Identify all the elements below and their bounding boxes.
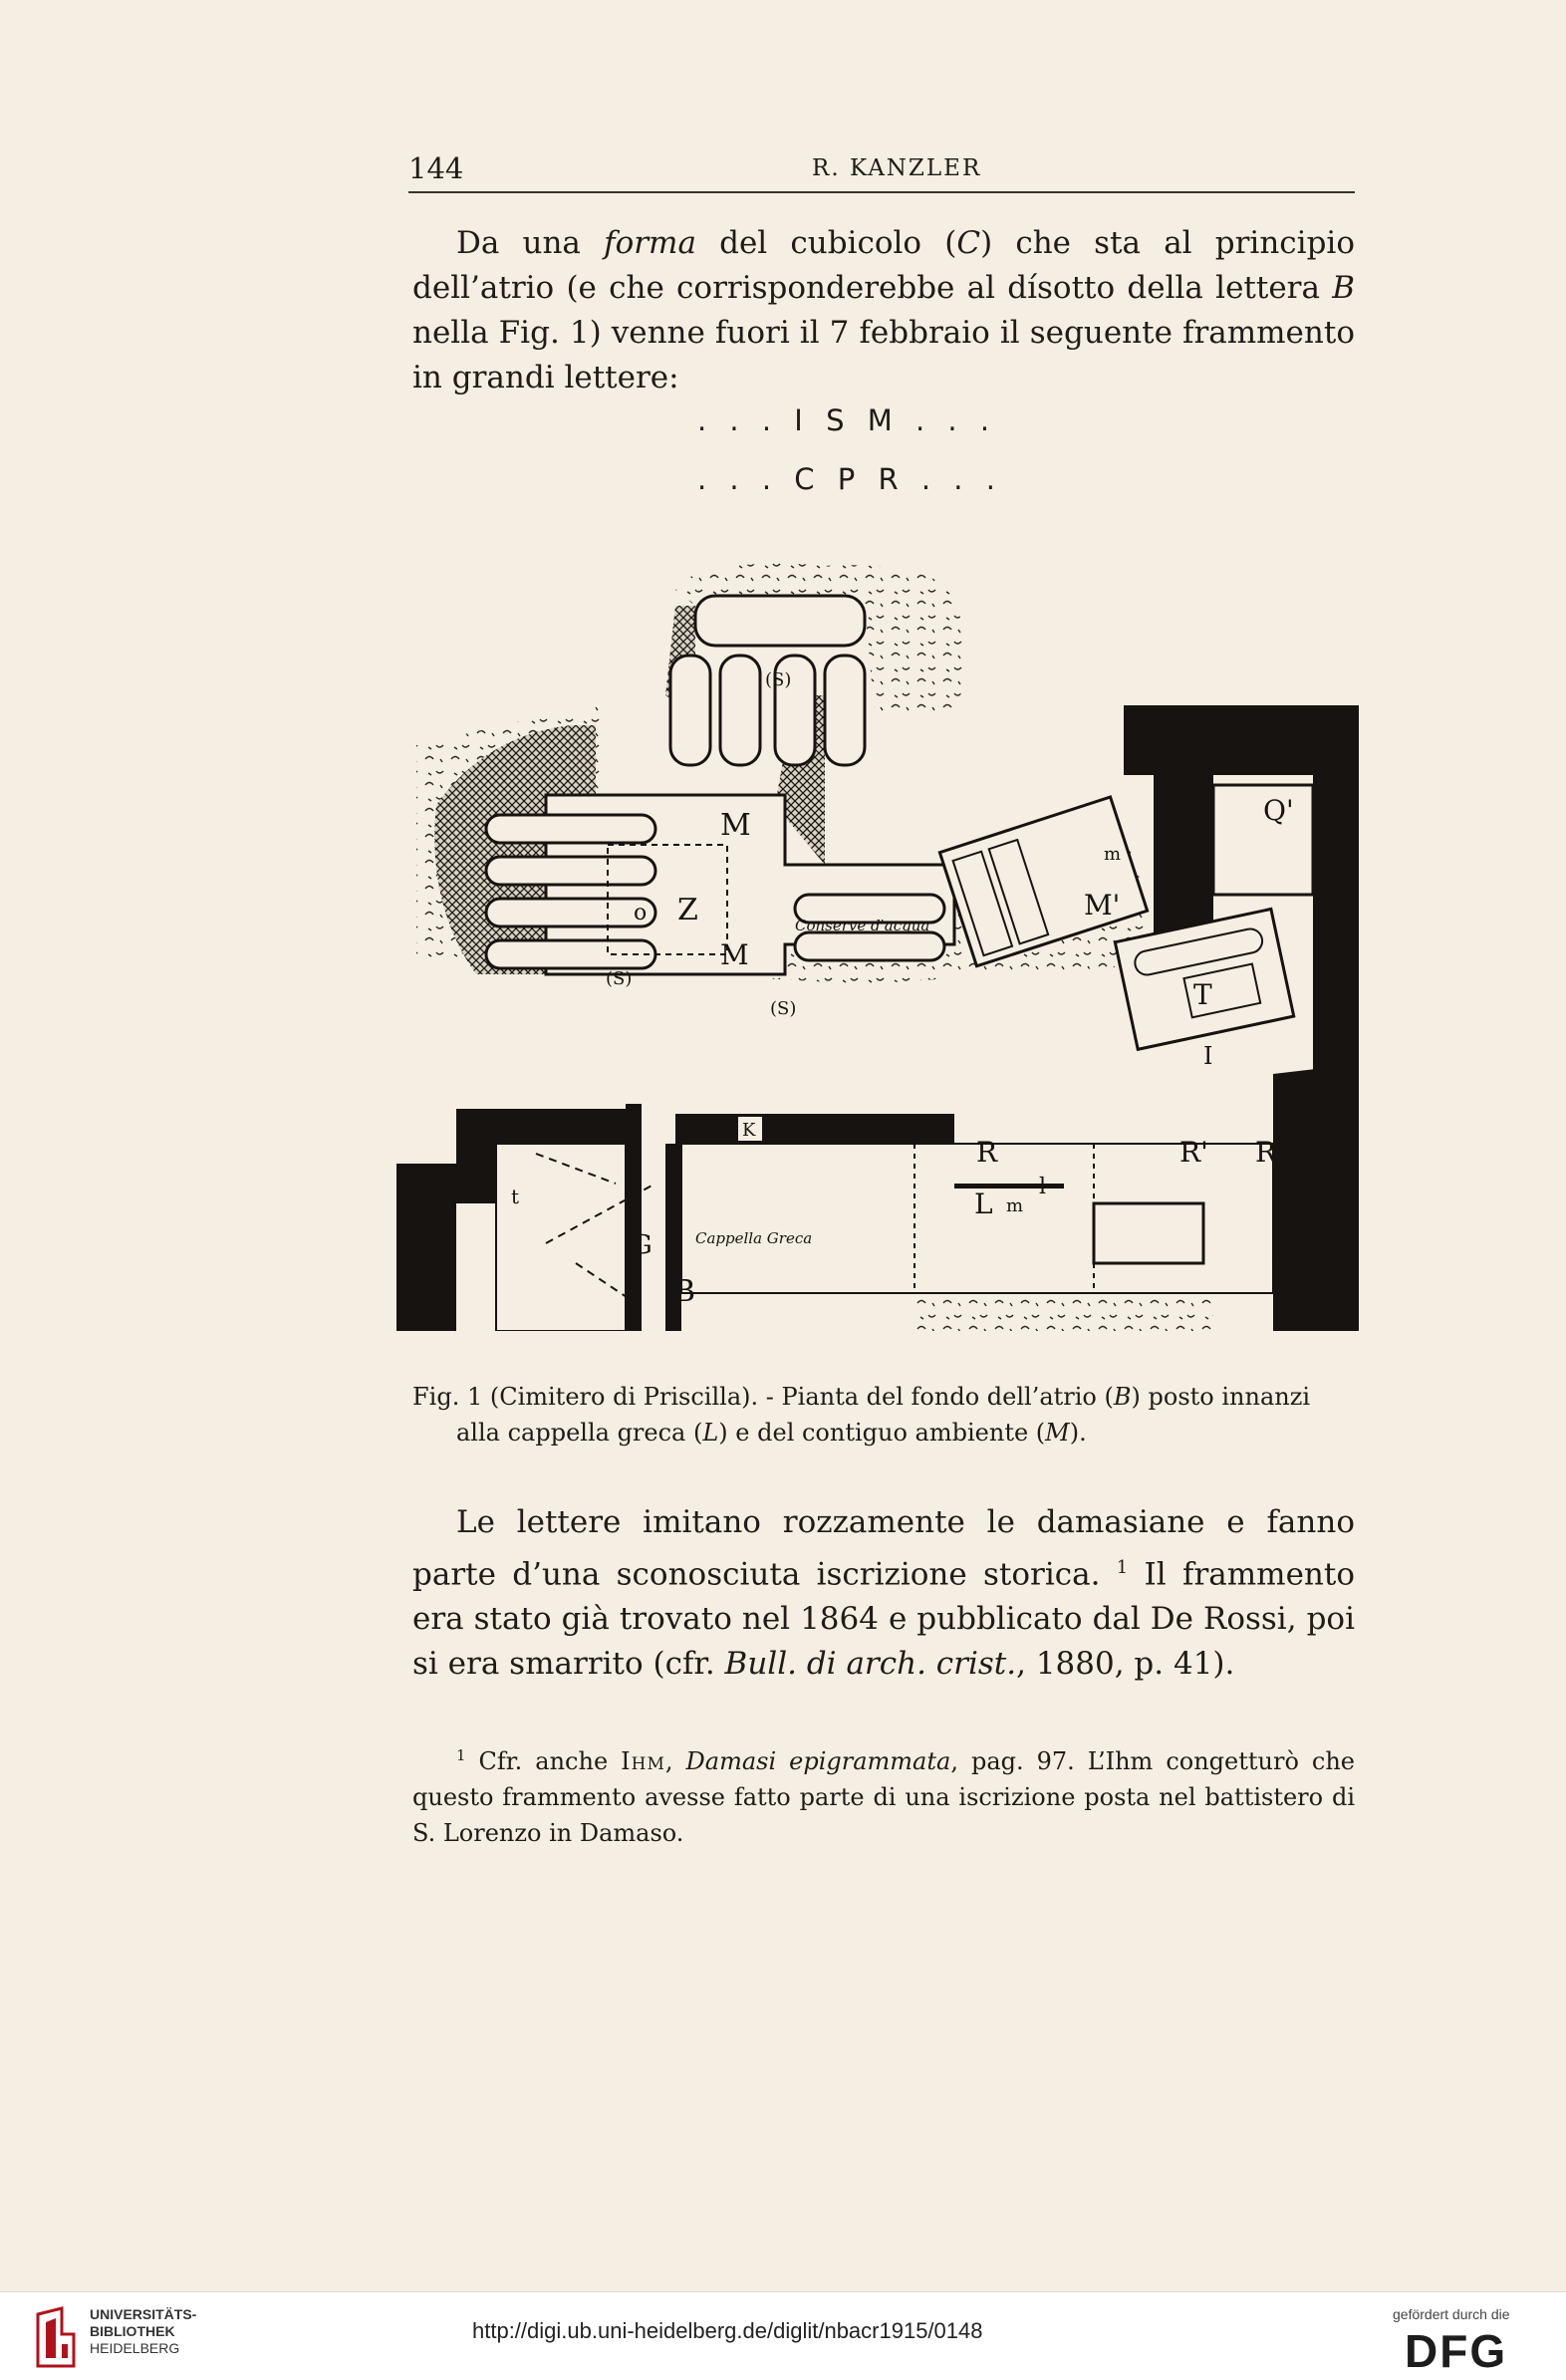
- label-q: Q': [1263, 794, 1294, 827]
- label-t: T: [1193, 978, 1212, 1011]
- footnote: $^1$ Cfr. anche Ihm, Damasi epigrammata, pag. 97. L’Ihm congetturò che questo frammento avesse fatto parte di una iscrizione posta nel battistero di S. Lorenzo in Damaso.: [412, 1746, 1356, 1847]
- label-cappella: Cappella Greca: [695, 1229, 813, 1247]
- label-o: o: [634, 901, 648, 926]
- label-g: G: [632, 1230, 652, 1260]
- label-m-l: m: [1006, 1195, 1024, 1216]
- rock-bottom: [914, 1293, 1213, 1331]
- catacomb-plan-figure: [396, 546, 1359, 1331]
- dfg-logo: DFG: [1405, 2325, 1508, 2377]
- digitization-footer: [0, 2291, 1566, 2380]
- label-l: L: [974, 1188, 993, 1220]
- label-z: Z: [677, 893, 698, 927]
- paragraph-2: Le lettere imitano rozzamente le damasiane e fanno parte d’una sconosciuta iscrizione storica. $^1$ Il frammento era stato già trovato nel 1864 e pubblicato dal De Rossi, poi si era smarrito (cfr. Bull. di arch. crist., 1880, p. 41).: [412, 1504, 1355, 1683]
- label-t-small: t: [511, 1185, 520, 1208]
- label-b: B: [673, 1274, 696, 1309]
- wall-lower-mid: [675, 1114, 954, 1144]
- permalink-url[interactable]: http://digi.ub.uni-heidelberg.de/diglit/nbacr1915/0148: [472, 2318, 983, 2343]
- paragraph-1: Da una forma del cubicolo (C) che sta al principio dell’atrio (e che corrisponderebbe al dísotto della lettera B nella Fig. 1) venne fuori il 7 febbraio il seguente frammento in grandi lettere:: [412, 225, 1356, 396]
- label-r-prime: R': [1179, 1136, 1208, 1169]
- label-c: C: [1288, 1207, 1310, 1240]
- funded-by-label: gefördert durch die: [1393, 2306, 1510, 2322]
- label-conserve: Conserve d'acqua: [795, 917, 930, 934]
- label-m: M: [720, 808, 751, 843]
- footnote-marker: 1: [1116, 1557, 1129, 1578]
- inscription-line-1: . . . I S M . . .: [697, 403, 997, 437]
- wall-c: [1273, 1064, 1359, 1331]
- wall-far-left: [396, 1164, 456, 1331]
- page-number: 144: [408, 151, 464, 185]
- label-m-prime: M': [1084, 889, 1121, 922]
- label-r: R: [976, 1136, 998, 1169]
- label-m-small: m: [1104, 844, 1122, 865]
- university-logo-icon: [32, 2304, 80, 2372]
- label-k: K: [742, 1120, 756, 1141]
- label-r-dprime: R': [1255, 1136, 1284, 1169]
- page-header: [408, 147, 1355, 193]
- plan-drawing: [396, 546, 1359, 1331]
- area-b-left: [496, 1144, 626, 1331]
- inscription-line-2: . . . C P R . . .: [697, 462, 1002, 496]
- label-s-left: (S): [606, 968, 633, 989]
- label-s-top: (S): [765, 669, 792, 690]
- label-l-small: l: [1039, 1175, 1047, 1199]
- label-i: I: [1203, 1042, 1213, 1070]
- running-head: R. KANZLER: [812, 155, 982, 181]
- university-name: UNIVERSITÄTS- BIBLIOTHEK HEIDELBERG: [90, 2306, 197, 2356]
- label-s-mid: (S): [770, 998, 797, 1019]
- figure-caption: Fig. 1 (Cimitero di Priscilla). - Pianta del fondo dell’atrio (B) posto innanzi alla cappella greca (L) e del contiguo ambiente (M).: [412, 1383, 1311, 1447]
- label-m-lower: M: [720, 938, 749, 971]
